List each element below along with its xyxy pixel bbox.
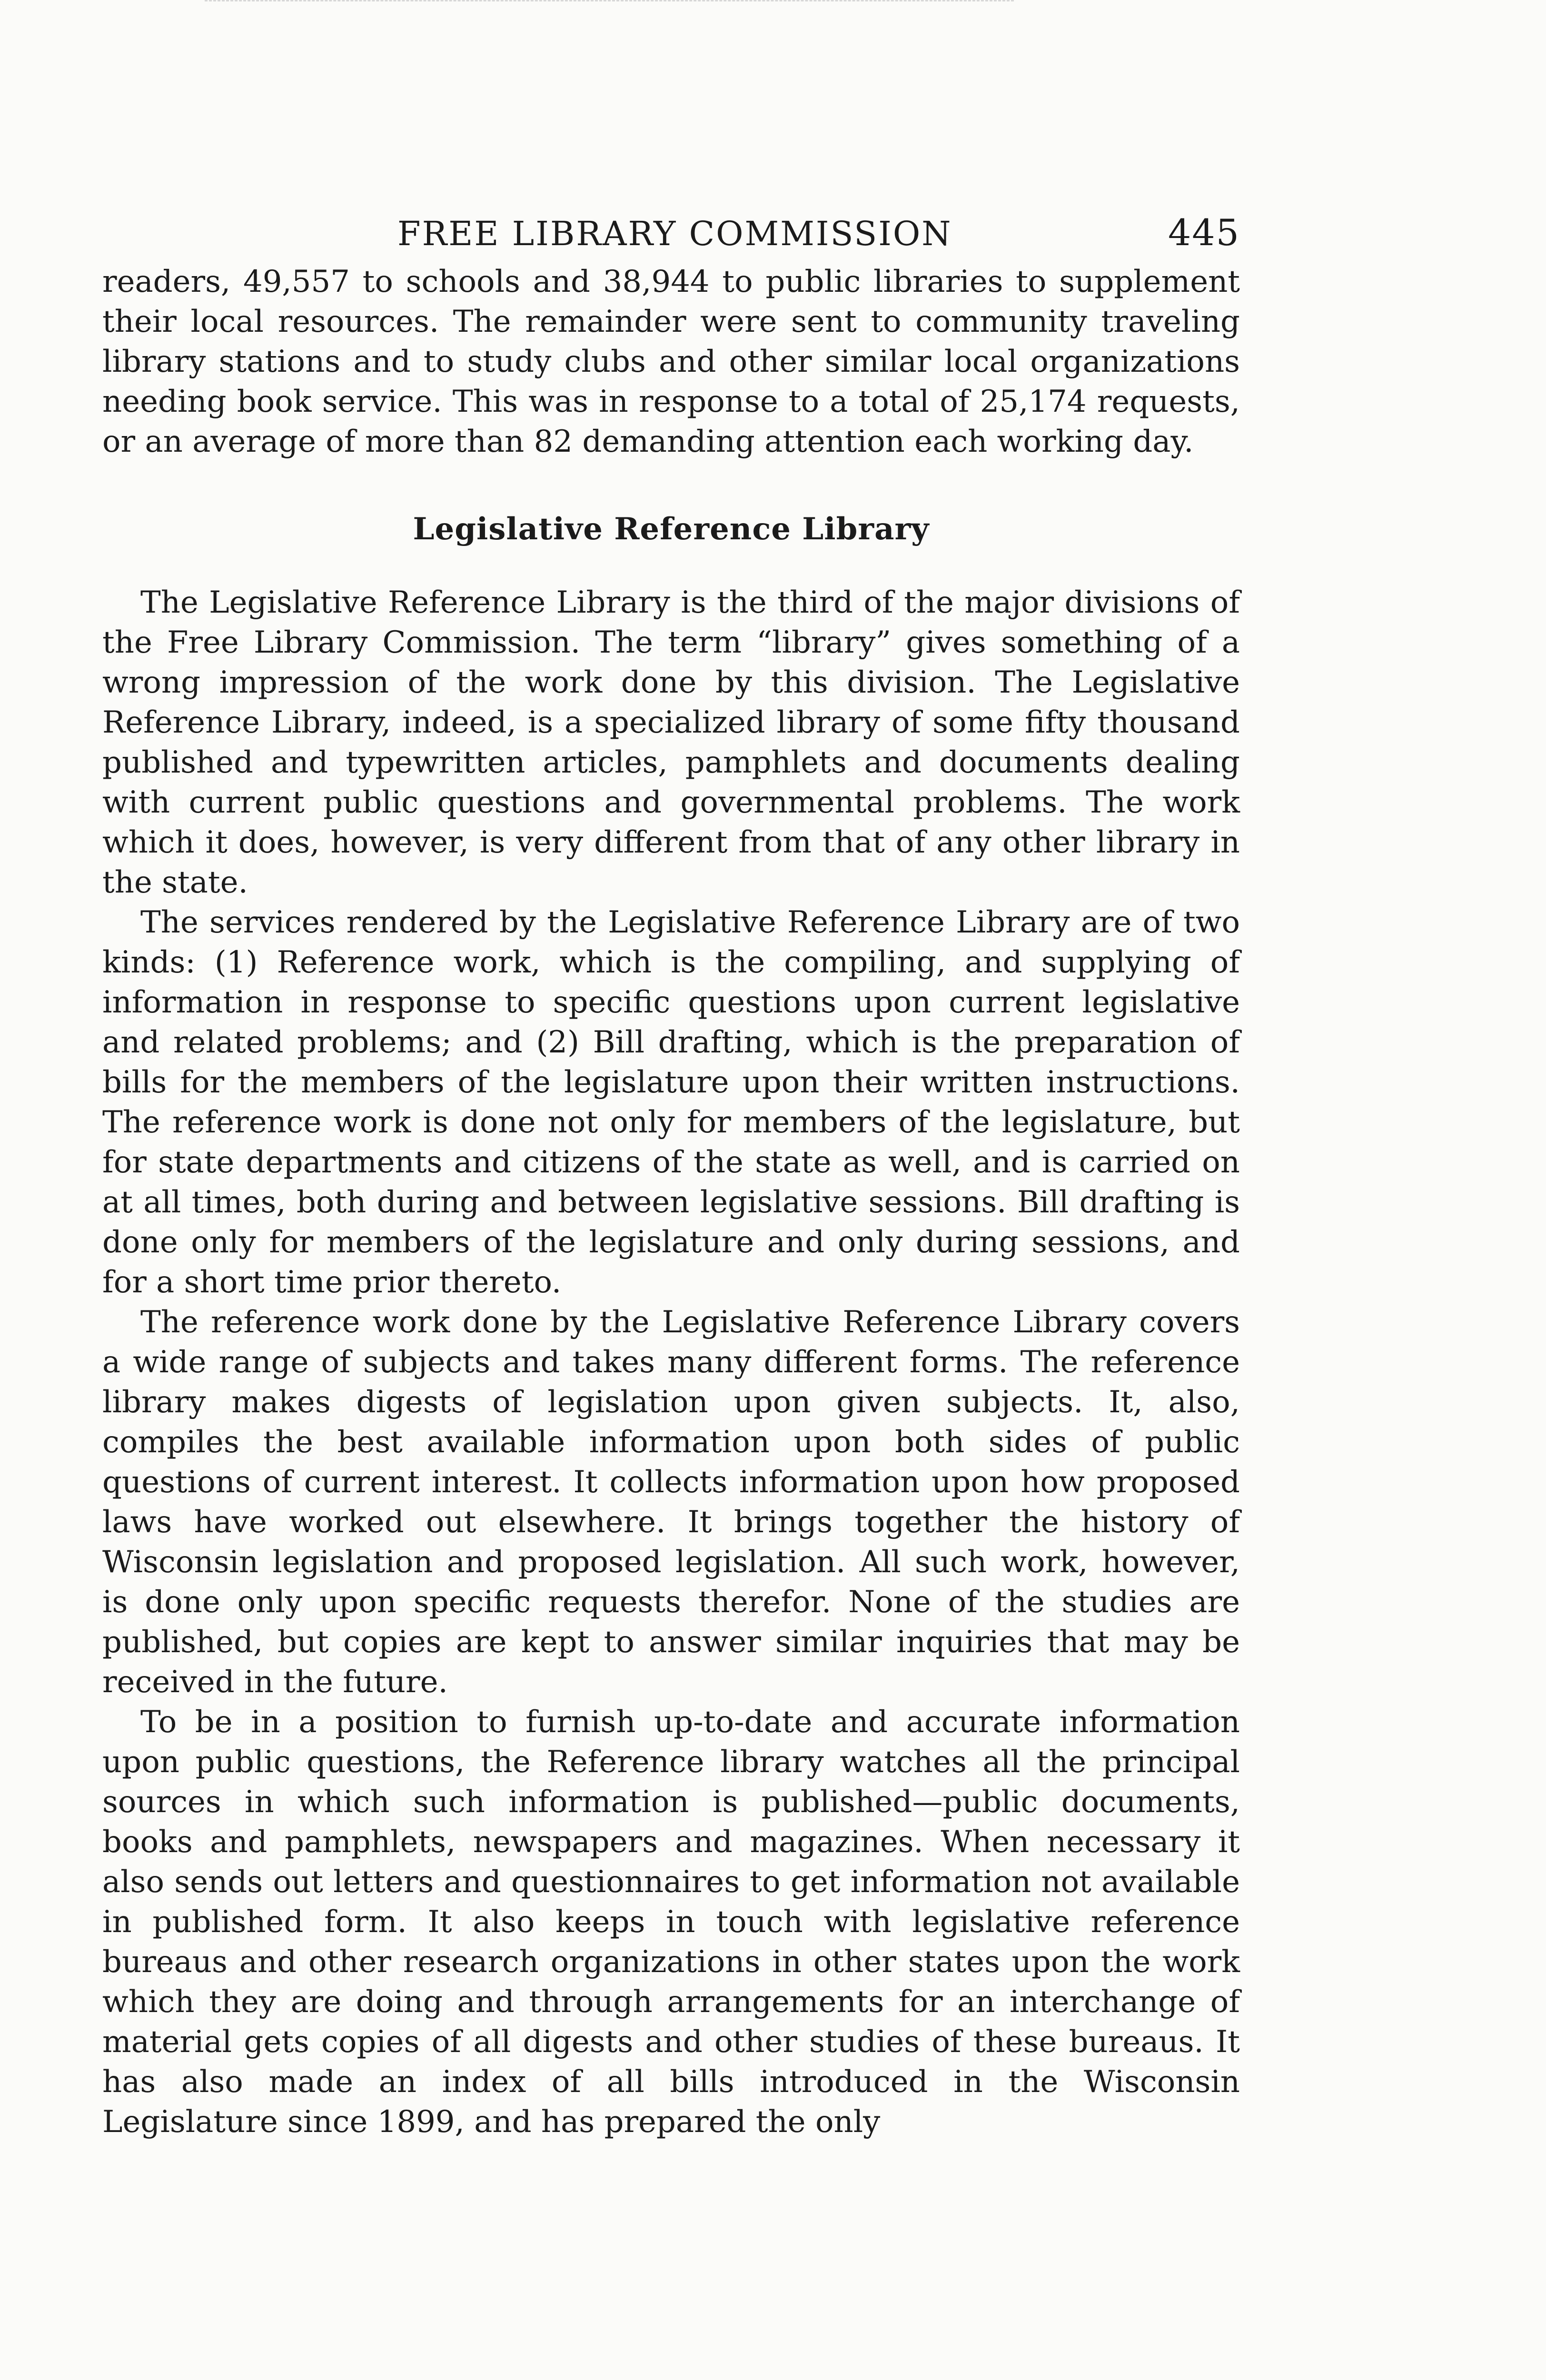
section-heading: Legislative Reference Library [413,511,930,547]
continued-paragraph: readers, 49,557 to schools and 38,944 to public libraries to supplement their local resources. The remainder were sent to community traveling library stations and to study clubs and other similar local organizations needing book service. This was in response to a total of 25,174 requests, or an average of more than 82 demanding attention each working day. [102,264,1240,459]
running-head [102,205,1240,262]
body-paragraph: The services rendered by the Legislative Reference Library are of two kinds: (1) Reference work, which is the compiling, and supplying of information in response to specific questions upon current legislative and related problems; and (2) Bill drafting, which is the preparation of bills for the members of the legislature upon their written instructions. The reference work is done not only for members of the legislature, but for state departments and citizens of the state as well, and is carried on at all times, both during and between legislative sessions. Bill drafting is done only for members of the legislature and only during sessions, and for a short time prior thereto. [102,905,1240,1300]
body-paragraph: The reference work done by the Legislative Reference Library covers a wide range of subjects and takes many different forms. The reference library makes digests of legislation upon given subjects. It, also, compiles the best available information upon both sides of public questions of current interest. It collects information upon how proposed laws have worked out elsewhere. It brings together the history of Wisconsin legislation and proposed legislation. All such work, however, is done only upon specific requests therefor. None of the studies are published, but copies are kept to answer similar inquiries that may be received in the future. [102,1305,1240,1700]
body-paragraph: The Legislative Reference Library is the third of the major divisions of the Free Library Commission. The term “library” gives something of a wrong impression of the work done by this division. The Legislative Reference Library, indeed, is a specialized library of some fifty thousand published and typewritten articles, pamphlets and documents dealing with current public questions and governmental problems. The work which it does, however, is very different from that of any other library in the state. [102,585,1240,900]
page-number: 445 [1168,211,1240,254]
document-page [102,205,1240,2142]
body-paragraph: To be in a position to furnish up-to-date and accurate information upon public questions, the Reference library watches all the principal sources in which such information is published—public documents, books and pamphlets, newspapers and magazines. When necessary it also sends out letters and questionnaires to get information not available in published form. It also keeps in touch with legislative reference bureaus and other research organizations in other states upon the work which they are doing and through arrangements for an interchange of material gets copies of all digests and other studies of these bureaus. It has also made an index of all bills introduced in the Wisconsin Legislature since 1899, and has prepared the only [102,1705,1240,2140]
scan-edge-artifact [205,0,1014,3]
running-title: FREE LIBRARY COMMISSION [397,214,952,253]
